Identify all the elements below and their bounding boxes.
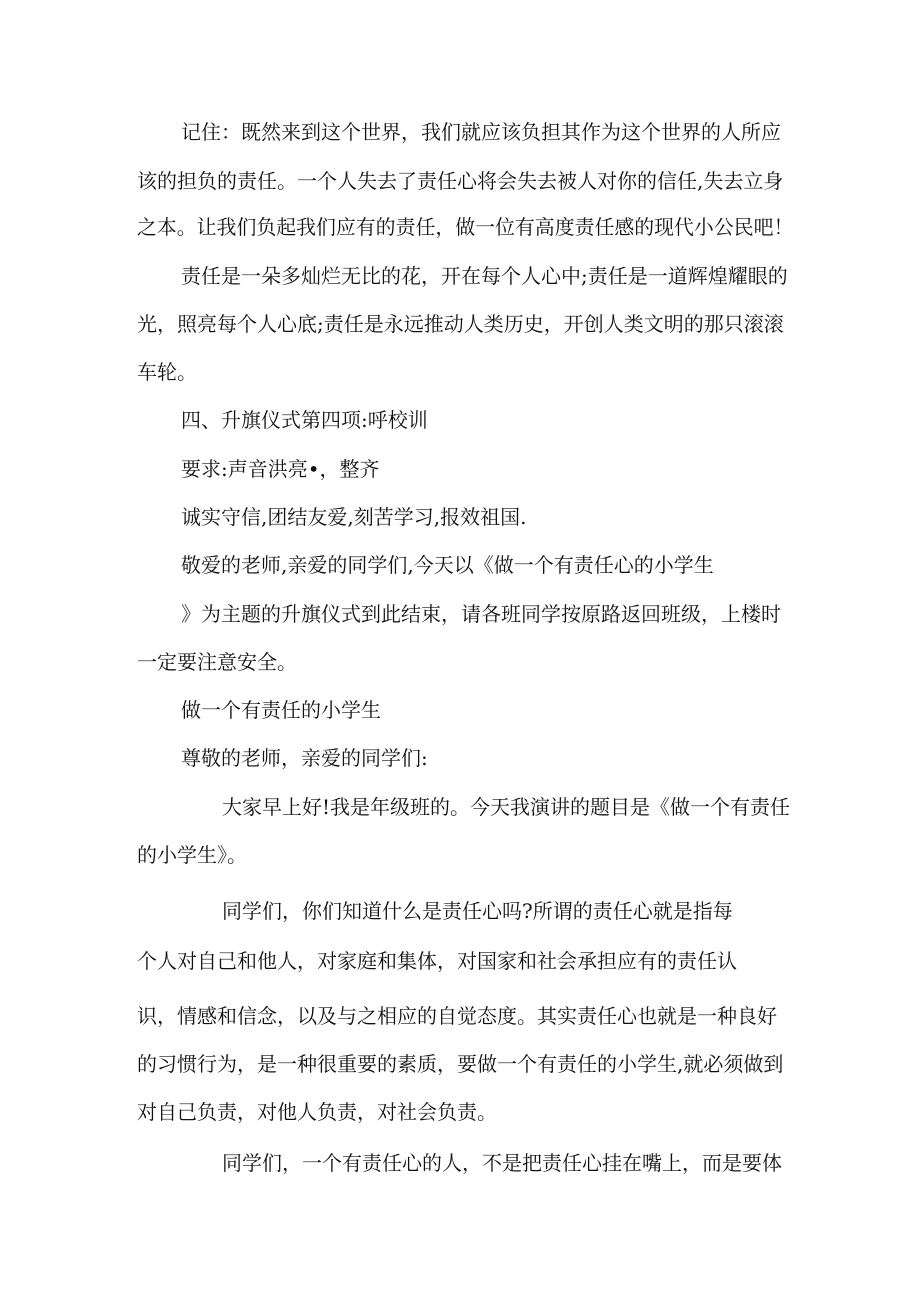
text-line: 尊敬的老师，亲爱的同学们:: [181, 746, 428, 770]
text-line: 同学们，你们知道什么是责任心吗?所谓的责任心就是指每: [222, 899, 733, 923]
text-line: 责任是一朵多灿烂无比的花，开在每个人心中;责任是一道辉煌耀眼的: [181, 264, 788, 288]
text-line: 光，照亮每个人心底;责任是永远推动人类历史，开创人类文明的那只滚滚: [137, 312, 784, 336]
text-line: 要求:声音洪亮•，整齐: [181, 457, 380, 481]
text-line: 记住：既然来到这个世界，我们就应该负担其作为这个世界的人所应: [181, 120, 781, 144]
section-heading: 四、升旗仪式第四项:呼校训: [181, 408, 428, 432]
text-line: 之本。让我们负起我们应有的责任，做一位有高度责任感的现代小公民吧！: [137, 216, 794, 239]
text-line: 的小学生》。: [137, 843, 247, 867]
speech-title: 做一个有责任的小学生: [181, 698, 381, 722]
text-line: 诚实守信,团结友爱,刻苦学习,报效祖国.: [181, 505, 527, 529]
text-line: 敬爱的老师,亲爱的同学们,今天以《做一个有责任心的小学生: [181, 553, 714, 577]
text-line: 对自己负责，对他人负责，对社会负责。: [137, 1100, 497, 1124]
text-line: 的习惯行为，是一种很重要的素质，要做一个有责任的小学生,就必须做到: [137, 1052, 784, 1076]
text-line: 同学们，一个有责任心的人，不是把责任心挂在嘴上，而是要体: [222, 1151, 782, 1175]
text-line: 大家早上好!我是年级班的。今天我演讲的题目是《做一个有责任: [222, 795, 791, 819]
text-line: 识，情感和信念，以及与之相应的自觉态度。其实责任心也就是一种良好: [137, 1004, 777, 1028]
text-line: 》为主题的升旗仪式到此结束，请各班同学按原路返回班级，上楼时: [181, 602, 781, 626]
text-line: 个人对自己和他人，对家庭和集体，对国家和社会承担应有的责任认: [137, 949, 737, 973]
text-line: 车轮。: [137, 360, 197, 384]
text-line: 该的担负的责任。一个人失去了责任心将会失去被人对你的信任,失去立身: [137, 169, 784, 193]
text-line: 一定要注意安全。: [137, 650, 297, 674]
